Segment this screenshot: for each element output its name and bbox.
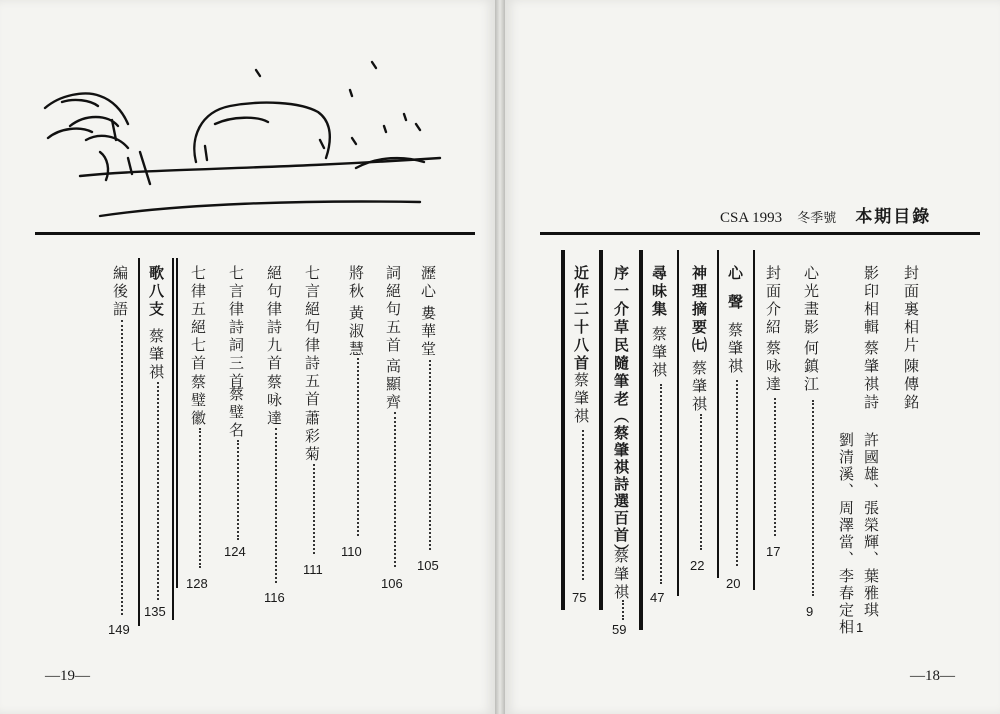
dot-leader	[582, 430, 584, 580]
dot-leader	[313, 464, 315, 554]
entry-author: 蔡肇祺	[572, 372, 590, 426]
page-number: 20	[726, 576, 741, 591]
entry-author: 蔡咏達	[764, 340, 782, 394]
page-number: 111	[303, 562, 323, 577]
page-number: 47	[650, 590, 665, 605]
entry-title: 七律五絕七首	[189, 265, 207, 373]
page-number: 106	[381, 576, 403, 591]
page-number: 9	[806, 604, 814, 619]
entry-title: 編後語	[111, 265, 129, 319]
toc-title: 本期目錄	[855, 207, 932, 227]
page-number: 75	[572, 590, 587, 605]
right-page	[505, 0, 1000, 714]
page-number: 124	[224, 544, 246, 559]
entry-title: 封面介紹	[764, 265, 782, 337]
column-rule	[717, 250, 719, 578]
column-rule	[599, 250, 603, 610]
page-number: 22	[690, 558, 705, 573]
entry-title: 心聲	[726, 265, 744, 323]
entry-author: 蔡肇祺詩	[862, 340, 880, 412]
entry-title: 心光畫影	[802, 265, 820, 337]
dot-leader	[622, 600, 624, 620]
entry-title: 尋味集	[650, 265, 668, 319]
magazine-name: CSA 1993	[720, 210, 783, 226]
column-rule	[138, 258, 140, 626]
entry-author: 何鎮江	[802, 340, 820, 394]
page-number: 128	[186, 576, 208, 591]
entry-title: 歌八支	[147, 265, 165, 319]
entry-author: 蔡肇祺	[726, 322, 744, 376]
toc-header	[720, 202, 931, 227]
dot-leader	[157, 382, 159, 600]
entry-author: 蔡肇祺	[690, 360, 708, 414]
entry-title: 影印相輯	[862, 265, 880, 337]
entry-title: 七言絕句律詩五首	[303, 265, 321, 409]
column-rule	[172, 258, 174, 620]
dot-leader	[660, 384, 662, 584]
entry-author: 蕭彩菊	[303, 410, 321, 464]
dot-leader	[700, 414, 702, 550]
column-rule	[639, 250, 643, 630]
entry-subtitle: ︵蔡肇祺詩選百首︶	[612, 408, 630, 561]
left-page	[0, 0, 495, 714]
dot-leader	[774, 398, 776, 536]
entry-title: 絕句律詩九首	[265, 265, 283, 373]
column-rule	[677, 250, 679, 596]
right-header-rule	[540, 232, 980, 235]
entry-contributors: 許國雄、張榮輝、葉雅琪	[862, 432, 880, 619]
column-rule	[753, 250, 755, 590]
entry-title: 詞絕句五首	[384, 265, 402, 355]
dot-leader	[121, 320, 123, 615]
entry-author: 婁華堂	[419, 305, 437, 359]
dot-leader	[275, 428, 277, 583]
entry-title: 瀝心	[419, 265, 437, 301]
issue-label: 冬季號	[797, 211, 837, 226]
entry-title: 神理摘要㈦	[690, 265, 708, 355]
entry-contributors: 劉清溪、周澤當、李春定相	[837, 432, 855, 636]
dot-leader	[736, 380, 738, 566]
book-gutter	[495, 0, 505, 714]
page-number: 105	[417, 558, 439, 573]
entry-title: 近作二十八首	[572, 265, 590, 373]
page-number: 135	[144, 604, 166, 619]
dot-leader	[394, 412, 396, 567]
brush-sketch-illustration	[0, 40, 470, 240]
page-number: 1	[856, 620, 864, 635]
entry-title: 七言律詩詞三首	[227, 265, 245, 391]
page-folio: —19—	[45, 668, 90, 684]
dot-leader	[429, 360, 431, 550]
dot-leader	[357, 358, 359, 536]
entry-author: 黃淑慧	[347, 305, 365, 359]
dot-leader	[237, 440, 239, 540]
entry-author: 陳傳銘	[902, 358, 920, 412]
entry-title: 序一介草民隨筆老	[612, 265, 630, 409]
entry-title: 將秋	[347, 265, 365, 301]
entry-author: 蔡肇祺	[650, 326, 668, 380]
entry-title: 封面裏相片	[902, 265, 920, 355]
page-number: 116	[264, 590, 285, 605]
entry-author: 蔡璧徽	[189, 374, 207, 428]
entry-author: 蔡咏達	[265, 374, 283, 428]
column-rule	[176, 258, 178, 588]
entry-author: 蔡肇祺	[612, 548, 630, 602]
page-number: 59	[612, 622, 627, 637]
page-number: 110	[341, 544, 362, 559]
entry-author: 高顯齊	[384, 358, 402, 412]
dot-leader	[199, 428, 201, 568]
entry-author: 蔡肇祺	[147, 328, 165, 382]
entry-author: 蔡璧名	[227, 386, 245, 440]
page-number: 149	[108, 622, 130, 637]
left-header-rule	[35, 232, 475, 235]
column-rule	[561, 250, 565, 610]
page-number: 17	[766, 544, 781, 559]
dot-leader	[812, 400, 814, 596]
page-folio: —18—	[910, 668, 955, 684]
